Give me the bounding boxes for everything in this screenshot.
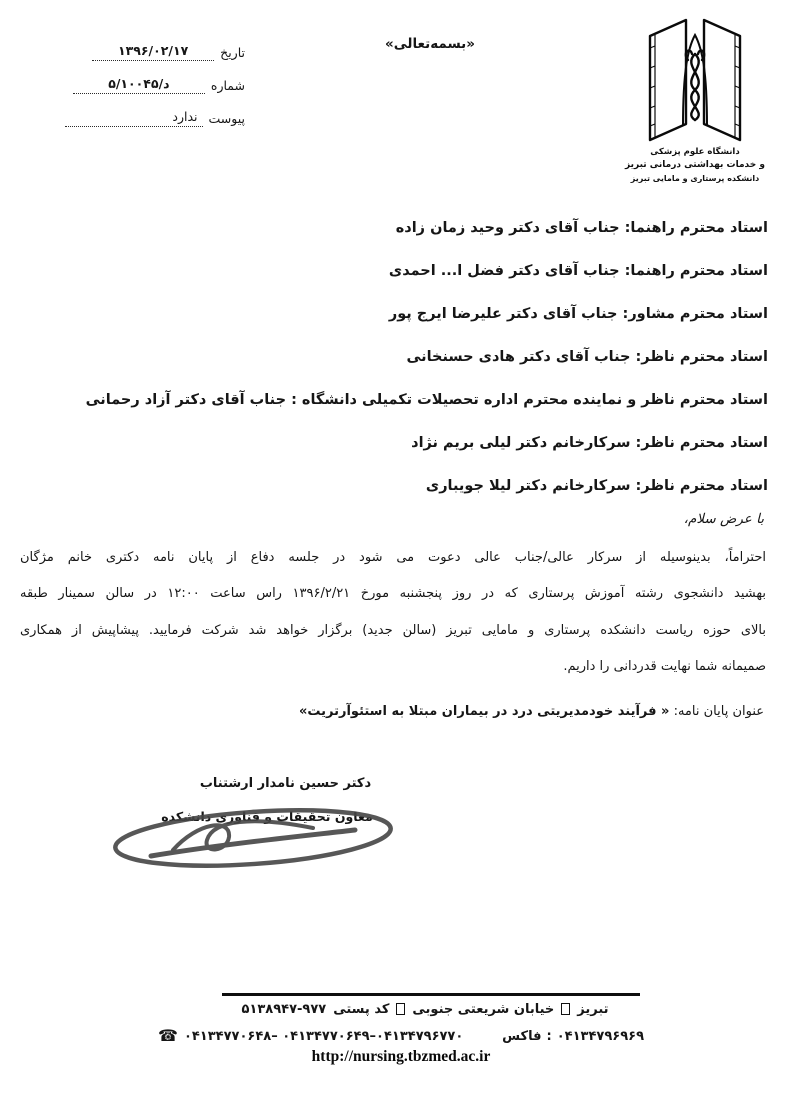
thesis-label: عنوان پایان نامه: <box>673 704 764 719</box>
salutation: با عرض سلام، <box>683 511 764 527</box>
recipient-line: استاد محترم ناظر: جناب آقای دکتر هادی حسنخانی <box>406 348 768 365</box>
recipient-line: استاد محترم راهنما: جناب آقای دکتر فضل ا... احمدی <box>388 262 768 279</box>
signer-name: دکتر حسین نامدار ارشتناب <box>199 776 372 791</box>
recipient-line: استاد محترم راهنما: جناب آقای دکتر وحید زمان زاده <box>395 219 768 236</box>
footer-city: تبریز <box>577 1002 609 1017</box>
fax-separator: : <box>546 1028 552 1044</box>
logo-text-line1: دانشگاه علوم پزشکی <box>650 147 740 157</box>
box-icon <box>561 1003 570 1015</box>
recipient-line: استاد محترم مشاور: جناب آقای دکتر علیرضا ایرج پور <box>388 305 768 322</box>
recipient-line: استاد محترم ناظر و نماینده محترم اداره تحصیلات تکمیلی دانشگاه : جناب آقای دکتر آزاد رحمانی <box>85 391 768 408</box>
phone-icon: ☎ <box>158 1026 178 1045</box>
letter-meta-block <box>30 28 245 127</box>
attachment-value <box>65 109 203 127</box>
phone-numbers: ۰۴۱۳۴۷۷۰۶۴۸– ۰۴۱۳۴۷۷۰۶۴۹–۰۴۱۳۴۷۹۶۷۷۰ <box>183 1028 464 1044</box>
number-row <box>30 61 245 94</box>
box-icon <box>396 1003 405 1015</box>
footer-contact <box>158 1028 644 1044</box>
footer-address <box>190 1002 660 1017</box>
date-row <box>30 28 245 61</box>
paragraph-line: صمیمانه شما نهایت قدردانی را داریم. <box>563 659 766 675</box>
logo-book-icon <box>620 8 770 186</box>
body-paragraph <box>20 540 766 686</box>
date-value <box>92 43 214 61</box>
number-value <box>73 76 205 94</box>
logo-text-line3: دانشکده پرستاری و مامایی تبریز <box>630 174 760 183</box>
number-label: شماره <box>210 78 245 93</box>
thesis-title: « فرآیند خودمدیریتی درد در بیماران مبتلا به استئوآرتریت» <box>298 704 670 719</box>
university-logo <box>620 8 770 186</box>
signer-role: معاون تحقیقات و فناوری دانشکده <box>161 809 373 824</box>
paragraph-line: بهشید دانشجوی رشته آموزش پرستاری که در روز پنجشنبه مورخ ۱۳۹۶/۲/۲۱ راس ساعت ۱۲:۰۰ در سالن سمینار طبقه <box>20 586 766 602</box>
attachment-value-text: ندارد <box>172 109 198 124</box>
attachment-row <box>30 94 245 127</box>
thesis-title-line <box>299 704 764 719</box>
recipient-list <box>20 206 768 507</box>
recipient-line: استاد محترم ناظر: سرکارخانم دکتر لیلی بریم نژاد <box>411 434 768 451</box>
number-value-text: ۵/د/۱۰۰۴۵ <box>108 76 170 91</box>
recipient-line: استاد محترم ناظر: سرکارخانم دکتر لیلا جویباری <box>425 477 768 494</box>
postal-code-value: ۵۱۳۸۹۴۷-۹۷۷ <box>241 1002 327 1017</box>
fax-label: فاکس <box>502 1028 542 1044</box>
phone-numbers-group <box>158 1028 463 1044</box>
handwritten-signature <box>103 792 403 880</box>
paragraph-line: احتراماً، بدینوسیله از سرکار عالی/جناب عالی دعوت می شود در جلسه دفاع از پایان نامه دکتری خانم مژگان <box>20 550 766 565</box>
footer-street: خیابان شریعتی جنوبی <box>412 1002 555 1017</box>
paragraph-line: بالای حوزه ریاست دانشکده پرستاری و مامایی تبریز (سالن جدید) برگزار خواهد شد شرکت فرمایید. پیشاپیش از همکاری <box>20 622 766 638</box>
website-url: http://nursing.tbzmed.ac.ir <box>311 1048 491 1065</box>
attachment-label: پیوست <box>208 111 245 126</box>
postal-code-label: کد پستی <box>333 1002 390 1017</box>
besmele-heading: «بسمه‌تعالی» <box>385 36 475 52</box>
footer-divider <box>222 993 640 996</box>
logo-text-line2: و خدمات بهداشتی درمانی تبریز <box>625 160 765 170</box>
fax-group <box>502 1029 644 1044</box>
fax-number: ۰۴۱۳۴۷۹۶۹۶۹ <box>556 1028 644 1044</box>
date-label: تاریخ <box>220 45 245 60</box>
date-value-text: ۱۳۹۶/۰۲/۱۷ <box>118 43 189 58</box>
